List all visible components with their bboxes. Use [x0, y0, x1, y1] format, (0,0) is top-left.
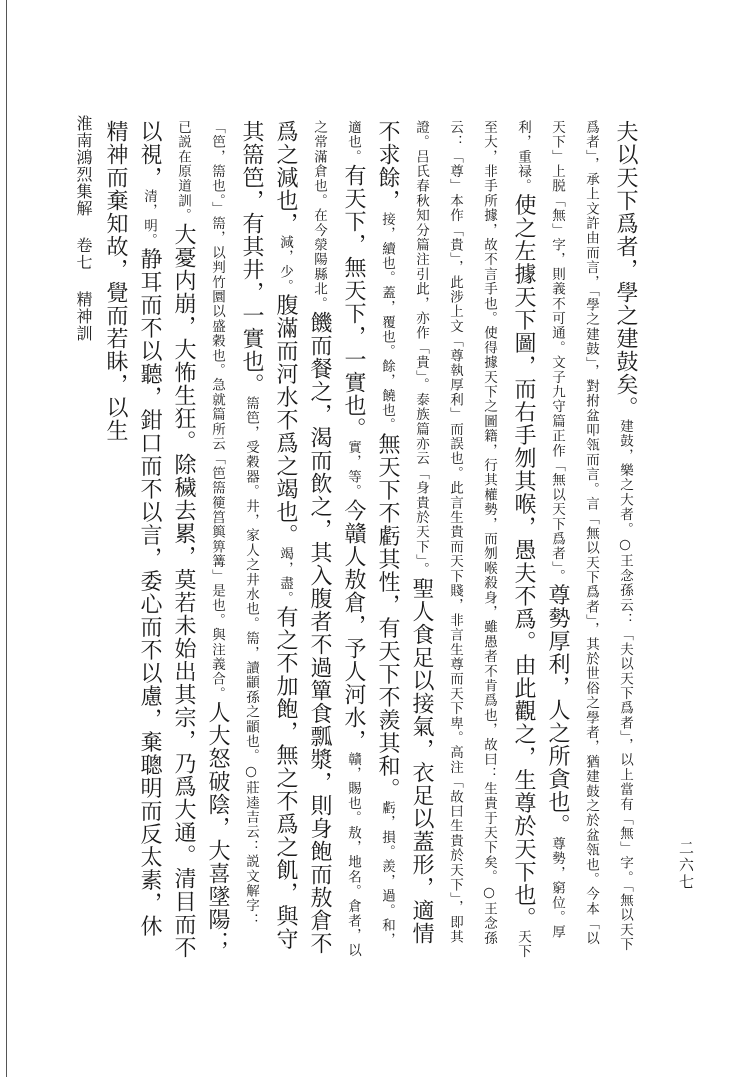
main-text-segment: 無天下不虧其性，有天下不羨其和。: [375, 432, 400, 801]
main-text: [103, 120, 642, 960]
text-paragraph: [99, 120, 642, 960]
commentary-note: 贛，賜也。敖，地名。倉者，以之常滿倉也。在今滎陽縣北。: [311, 120, 361, 958]
commentary-note: 清，明。: [141, 189, 157, 248]
main-text-segment: 饑而餐之，渴而飲之，其入腹者不過簞食瓢漿，則身飽而敖倉不爲之減也，: [273, 120, 332, 956]
main-text-segment: 由此觀之，生尊於天下也。: [511, 653, 536, 930]
commentary-note: 虧，損。羨，過。和，適也。: [345, 120, 395, 948]
commentary-note: 接，續也。蓋，覆也。餘，饒也。: [379, 212, 395, 433]
main-text-segment: 尊勢厚利，人之所貪也。: [545, 583, 570, 837]
main-text-segment: 大憂内崩，大怖生狂。除穢去累，莫若未始出其宗，乃爲大通。清目而不以視，: [137, 120, 196, 959]
main-text-segment: 人大怒破陰，大喜墜陽；: [205, 701, 230, 955]
book-title: 淮南鴻烈集解: [74, 115, 93, 217]
main-text-segment: 静耳而不以聽，鉗口而不以言，委心而不以慮，棄聰明而反太素，休精神而棄知故，覺而若眛，以生: [103, 120, 162, 938]
commentary-note: 已説在原道訓。: [175, 120, 191, 223]
commentary-note: 竭，盡。: [277, 546, 293, 606]
main-text-segment: 夫以天下爲者，學之建鼓矣。: [613, 120, 638, 419]
commentary-note: 尊勢，窮位。厚利，重禄。: [515, 120, 565, 940]
main-text-segment: 腹滿而河水不爲之竭也。: [273, 293, 298, 547]
commentary-note: 天下至大，非手所據，故不言手也。使得據天下之圖籍，行其權勢，而刎喉殺身，雖愚者不肯爲也，故曰：生貴于天下矣。○王念孫云：「尊」本作「貴」，此涉上文「尊執厚利」而誤也。此言生貴而天下賤，非言生尊而天下卑。高注「故曰生貴於天下」，即其證。吕氏春秋知分篇注引此，亦作「貴」。泰族篇亦云「身貴於天下」。: [413, 120, 531, 959]
binding-edge-line: [6, 0, 7, 1077]
page-number: 二六七: [677, 840, 695, 891]
commentary-note: 減，少。: [277, 235, 293, 294]
running-header: [68, 115, 98, 955]
volume-label: 卷七: [74, 237, 93, 272]
chapter-title: 精神訓: [74, 291, 93, 343]
commentary-note: 建鼓，樂之大者。○王念孫云：「夫以天下爲者」，以上當有「無」字。「無以天下爲者」，承上文許由而言，「學之建鼓」，對拊盆叩瓴而言。言「無以天下爲者」，其於世俗之學者，猶建鼓之於盆瓴也。今本「以天下」上脱「無」字，則義不可通。文子九守篇正作「無以天下爲者」。: [549, 120, 633, 952]
main-text-segment: 使之左據天下圖，而右手刎其喉，愚夫不爲。: [511, 193, 536, 654]
main-text-segment: 聖人食足以接氣，衣足以蓋形，適情不求餘，: [375, 120, 434, 945]
main-text-segment: 有天下，無天下，一實也。: [341, 164, 366, 441]
commentary-note: 實，等。: [345, 440, 361, 499]
main-text-segment: 今贛人敖倉，予人河水，: [341, 498, 366, 752]
commentary-note: 篅笆，受穀器。井，家人之井水也。篅，讀顓孫之顓也。○莊逵吉云：説文解字：「笆，篅也。」篅，以判竹圜以盛穀也。急就篇所云「笆篅箯筥籅箅篝」是也。與注義合。: [209, 120, 259, 928]
main-text-segment: 有之不加飽，無之不爲之飢，與守其篅笆，有其井，一實也。: [239, 120, 298, 951]
